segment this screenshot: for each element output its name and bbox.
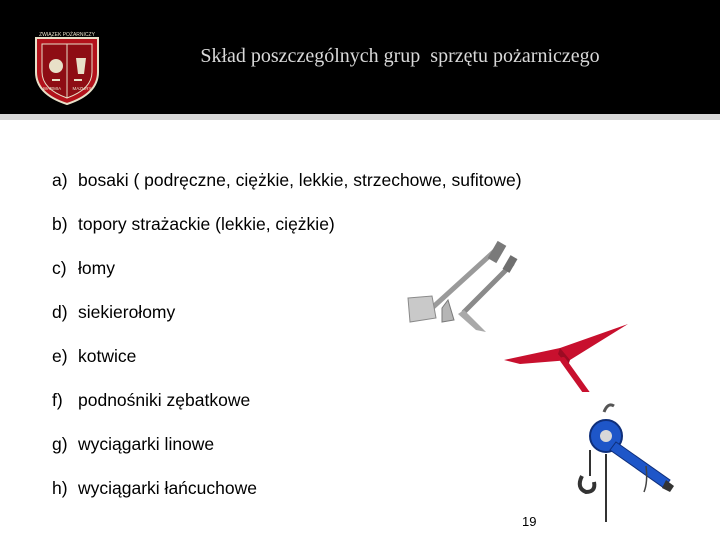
slide-title: Skład poszczególnych grup sprzętu pożarniczego: [200, 45, 600, 67]
header-bar: [0, 0, 720, 114]
list-marker: b): [52, 214, 68, 234]
page-number: 19: [522, 514, 537, 529]
chain-hoist-image: [550, 392, 684, 526]
list-item-text: kotwice: [78, 346, 137, 366]
list-item: [52, 434, 214, 455]
list-marker: h): [52, 478, 68, 498]
list-item-text: topory strażackie (lekkie, ciężkie): [78, 214, 335, 234]
fire-brigade-crest-icon: [30, 30, 104, 106]
list-marker: g): [52, 434, 68, 454]
logo-text-left: WARMIA: [42, 86, 62, 91]
list-marker: e): [52, 346, 68, 366]
list-item-text: siekierołomy: [78, 302, 176, 322]
list-item: [52, 390, 250, 411]
list-item: [52, 346, 136, 367]
logo-text-right: MAZURY: [72, 86, 92, 91]
list-item-text: podnośniki zębatkowe: [78, 390, 251, 410]
list-item: [52, 478, 257, 499]
list-item-text: bosaki ( podręczne, ciężkie, lekkie, strzechowe, sufitowe): [78, 170, 522, 190]
logo-text-top: ZWIĄZEK POŻARNICZY: [39, 32, 95, 38]
divider-band: [0, 114, 720, 120]
list-item-text: łomy: [78, 258, 115, 278]
list-marker: a): [52, 170, 68, 190]
list-marker: f): [52, 390, 63, 410]
list-marker: d): [52, 302, 68, 322]
list-item: [52, 170, 522, 191]
list-marker: c): [52, 258, 67, 278]
list-item-text: wyciągarki linowe: [78, 434, 215, 454]
list-item: [52, 214, 335, 235]
list-item: [52, 302, 175, 323]
list-item: [52, 258, 115, 279]
list-item-text: wyciągarki łańcuchowe: [78, 478, 257, 498]
